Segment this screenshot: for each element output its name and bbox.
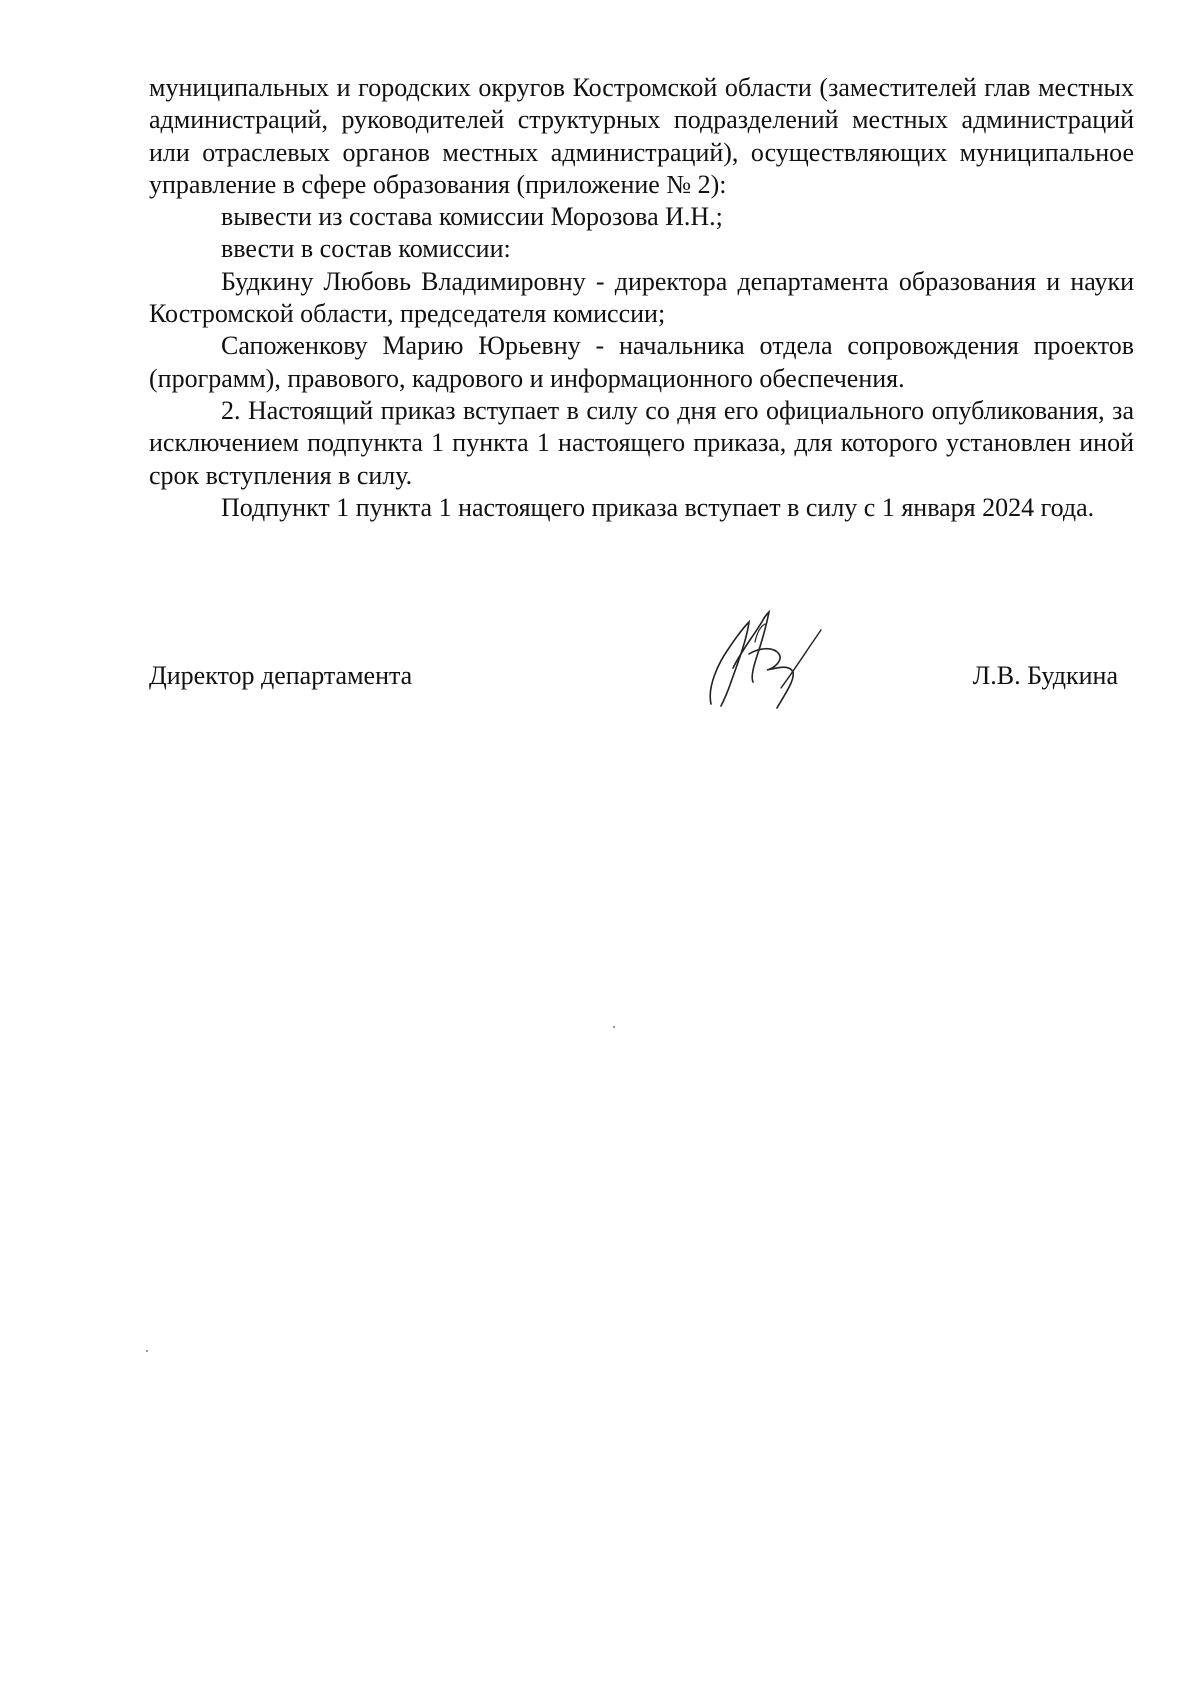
- paragraph-member-sapozhenkova: Сапоженкову Марию Юрьевну - начальника отдела сопровождения проектов (программ), правового, кадрового и информационного обеспечения.: [149, 331, 1134, 393]
- paragraph-continuation: муниципальных и городских округов Костромской области (заместителей глав местных администраций, руководителей структурных подразделений местных администраций или отраслевых органов местных администраций), осуществляющих муниципальное управление в сфере образования (приложение № 2):: [149, 73, 1134, 199]
- paragraph-subclause-date: Подпункт 1 пункта 1 настоящего приказа вступает в силу с 1 января 2024 года.: [221, 492, 1095, 522]
- signatory-name: Л.В. Будкина: [972, 661, 1118, 690]
- paragraph-effective-date: 2. Настоящий приказ вступает в силу со дня его официального опубликования, за исключением подпункта 1 пункта 1 настоящего приказа, для которого установлен иной срок вступления в силу.: [149, 395, 1134, 490]
- scan-speck: [146, 1350, 148, 1352]
- handwritten-signature: [693, 608, 833, 718]
- document-body: [149, 72, 1134, 524]
- paragraph-add-members: ввести в состав комиссии:: [221, 234, 511, 264]
- scan-speck: [613, 1026, 615, 1028]
- signature-block: [149, 660, 1134, 700]
- paragraph-member-budkina: Будкину Любовь Владимировну - директора департамента образования и науки Костромской области, председателя комиссии;: [149, 266, 1134, 329]
- paragraph-remove-member: вывести из состава комиссии Морозова И.Н.;: [221, 202, 723, 232]
- signatory-title: Директор департамента: [149, 661, 413, 690]
